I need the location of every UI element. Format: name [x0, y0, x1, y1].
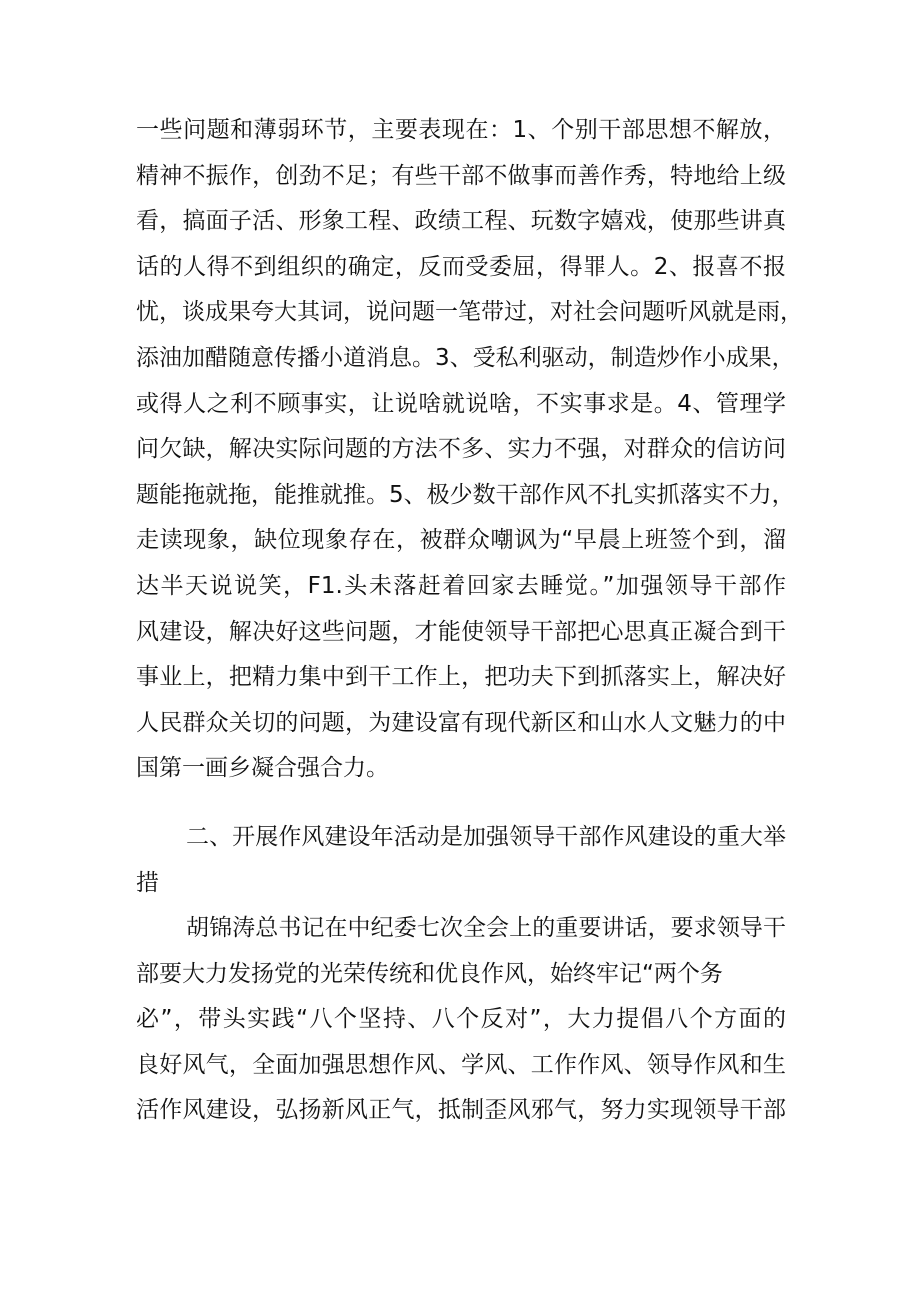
text-line: 话的人得不到组织的确定，反而受委屈，得罪人。2、报喜不报	[136, 253, 786, 280]
text-line: 一些问题和薄弱环节，主要表现在：1、个别干部思想不解放，	[136, 117, 786, 143]
text-line: 添油加醋随意传播小道消息。3、受私利驱动，制造炒作小成果，	[136, 344, 795, 371]
text-line: 精神不振作，创劲不足；有些干部不做事而善作秀，特地给上级	[136, 162, 786, 189]
text-line: 人民群众关切的问题，为建设富有现代新区和山水人文魅力的中	[136, 709, 786, 736]
text-line: 必”，带头实践“八个坚持、八个反对”，大力提倡八个方面的	[136, 1006, 786, 1033]
text-line: 事业上，把精力集中到干工作上，把功夫下到抓落实上，解决好	[136, 664, 786, 691]
paragraph-speech	[136, 906, 786, 1134]
text-line: 达半天说说笑，F1.头未落赶着回家去睡觉。”加强领导干部作	[136, 572, 786, 599]
text-line: 忧，谈成果夸大其词，说问题一笔带过，对社会问题听风就是雨，	[136, 299, 803, 326]
paragraph-problems	[136, 108, 803, 792]
heading-line: 措	[136, 869, 159, 896]
text-line: 活作风建设，弘扬新风正气，抵制歪风邪气，努力实现领导干部	[136, 1097, 786, 1124]
text-line: 良好风气，全面加强思想作风、学风、工作作风、领导作风和生	[136, 1051, 786, 1078]
text-line: 胡锦涛总书记在中纪委七次全会上的重要讲话，要求领导干	[186, 915, 786, 941]
text-line: 或得人之利不顾事实，让说啥就说啥，不实事求是。4、管理学	[136, 390, 786, 417]
text-line: 题能拖就拖，能推就推。5、极少数干部作风不扎实抓落实不力，	[136, 481, 795, 508]
text-line: 国第一画乡凝合强合力。	[136, 755, 389, 782]
heading-line: 二、开展作风建设年活动是加强领导干部作风建设的重大举	[186, 824, 786, 850]
text-line: 风建设，解决好这些问题，才能使领导干部把心思真正凝合到干	[136, 618, 786, 645]
section-heading-2	[136, 815, 786, 906]
text-line: 看，搞面子活、形象工程、政绩工程、玩数字嬉戏，使那些讲真	[136, 208, 786, 235]
text-line: 部要大力发扬党的光荣传统和优良作风，始终牢记“两个务	[136, 960, 723, 987]
text-line: 问欠缺，解决实际问题的方法不多、实力不强，对群众的信访问	[136, 436, 786, 463]
text-line: 走读现象，缺位现象存在，被群众嘲讽为“早晨上班签个到，溜	[136, 527, 786, 554]
